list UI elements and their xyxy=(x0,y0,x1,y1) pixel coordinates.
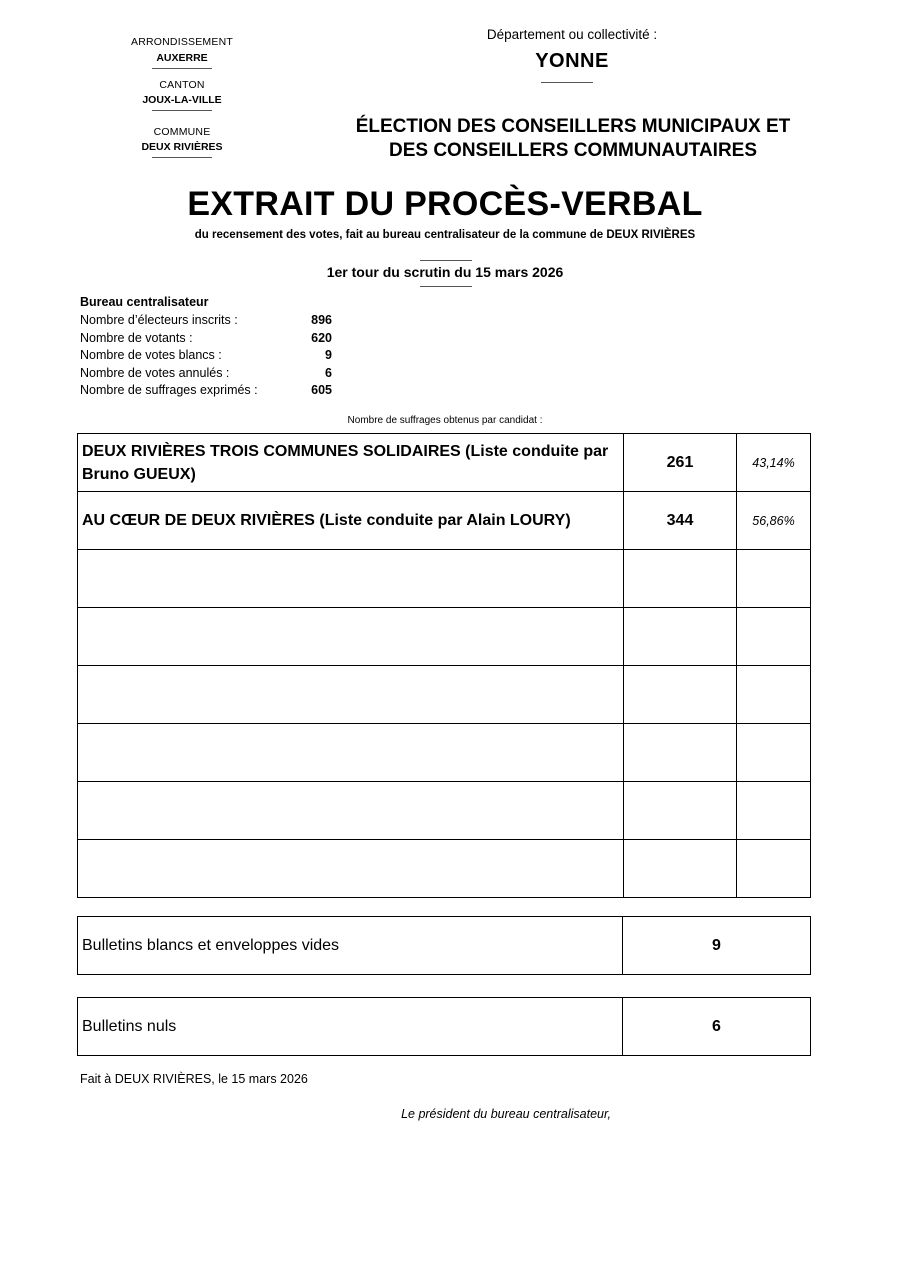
divider xyxy=(541,82,593,83)
candidate-votes: 344 xyxy=(624,492,737,550)
empty-row xyxy=(78,608,811,666)
empty-cell xyxy=(624,608,737,666)
divider xyxy=(152,68,212,69)
empty-row xyxy=(78,840,811,898)
page-subtitle: du recensement des votes, fait au bureau centralisateur de la commune de DEUX RIVIÈRES xyxy=(194,229,696,241)
stat-label: Nombre de suffrages exprimés : xyxy=(80,383,258,397)
blank-ballots-label: Bulletins blancs et enveloppes vides xyxy=(78,917,623,975)
empty-row xyxy=(78,666,811,724)
stat-value: 6 xyxy=(325,366,332,380)
divider xyxy=(420,260,472,261)
empty-cell xyxy=(737,840,811,898)
empty-cell xyxy=(624,550,737,608)
commune-label: COMMUNE xyxy=(153,126,211,138)
election-title-line1: ÉLECTION DES CONSEILLERS MUNICIPAUX ET xyxy=(355,116,791,137)
stat-row-annules xyxy=(80,366,340,384)
empty-row xyxy=(78,550,811,608)
department-value: YONNE xyxy=(535,50,609,72)
table-row xyxy=(78,998,811,1056)
candidate-percent: 56,86% xyxy=(737,492,811,550)
canton-value: JOUX-LA-VILLE xyxy=(142,94,222,106)
null-ballots-label: Bulletins nuls xyxy=(78,998,623,1056)
empty-cell xyxy=(737,724,811,782)
divider xyxy=(152,110,212,111)
empty-cell xyxy=(737,666,811,724)
candidate-votes: 261 xyxy=(624,434,737,492)
candidate-name: DEUX RIVIÈRES TROIS COMMUNES SOLIDAIRES (Liste conduite par Bruno GUEUX) xyxy=(78,434,624,492)
election-title xyxy=(330,115,816,163)
empty-cell xyxy=(78,840,624,898)
signature-line: Le président du bureau centralisateur, xyxy=(401,1107,611,1121)
page-title: EXTRAIT DU PROCÈS-VERBAL xyxy=(187,185,703,223)
stat-value: 9 xyxy=(325,348,332,362)
place-date: Fait à DEUX RIVIÈRES, le 15 mars 2026 xyxy=(80,1072,308,1086)
empty-cell xyxy=(624,782,737,840)
stat-label: Nombre de votes blancs : xyxy=(80,348,222,362)
stat-value: 896 xyxy=(311,313,332,327)
candidate-percent: 43,14% xyxy=(737,434,811,492)
empty-cell xyxy=(737,608,811,666)
empty-row xyxy=(78,724,811,782)
department-label: Département ou collectivité : xyxy=(486,27,658,42)
candidate-name: AU CŒUR DE DEUX RIVIÈRES (Liste conduite par Alain LOURY) xyxy=(78,492,624,550)
stat-value: 620 xyxy=(311,331,332,345)
blank-ballots-table xyxy=(77,916,811,975)
empty-cell xyxy=(78,550,624,608)
empty-cell xyxy=(624,724,737,782)
arrondissement-value: AUXERRE xyxy=(156,52,208,64)
results-table xyxy=(77,433,811,898)
stat-label: Nombre de votants : xyxy=(80,331,193,345)
divider xyxy=(152,157,212,158)
empty-cell xyxy=(78,782,624,840)
stat-row-blancs xyxy=(80,348,340,366)
empty-cell xyxy=(737,550,811,608)
election-title-line2: DES CONSEILLERS COMMUNAUTAIRES xyxy=(388,140,758,161)
empty-cell xyxy=(624,840,737,898)
canton-label: CANTON xyxy=(159,79,205,91)
empty-cell xyxy=(78,724,624,782)
stat-label: Nombre de votes annulés : xyxy=(80,366,230,380)
table-row xyxy=(78,492,811,550)
null-ballots-value: 6 xyxy=(623,998,811,1056)
null-ballots-table xyxy=(77,997,811,1056)
stat-row-exprimes xyxy=(80,383,340,401)
stat-label: Nombre d’électeurs inscrits : xyxy=(80,313,238,327)
stat-value: 605 xyxy=(311,383,332,397)
stat-row-inscrits xyxy=(80,313,340,331)
arrondissement-label: ARRONDISSEMENT xyxy=(131,36,233,48)
commune-value: DEUX RIVIÈRES xyxy=(141,141,223,153)
round-date: 1er tour du scrutin du 15 mars 2026 xyxy=(326,264,564,280)
stat-row-votants xyxy=(80,331,340,349)
results-caption: Nombre de suffrages obtenus par candidat : xyxy=(347,415,543,426)
divider xyxy=(420,286,472,287)
blank-ballots-value: 9 xyxy=(623,917,811,975)
table-row xyxy=(78,434,811,492)
bureau-label: Bureau centralisateur xyxy=(80,295,209,309)
empty-cell xyxy=(737,782,811,840)
empty-cell xyxy=(78,608,624,666)
empty-cell xyxy=(624,666,737,724)
empty-row xyxy=(78,782,811,840)
table-row xyxy=(78,917,811,975)
empty-cell xyxy=(78,666,624,724)
